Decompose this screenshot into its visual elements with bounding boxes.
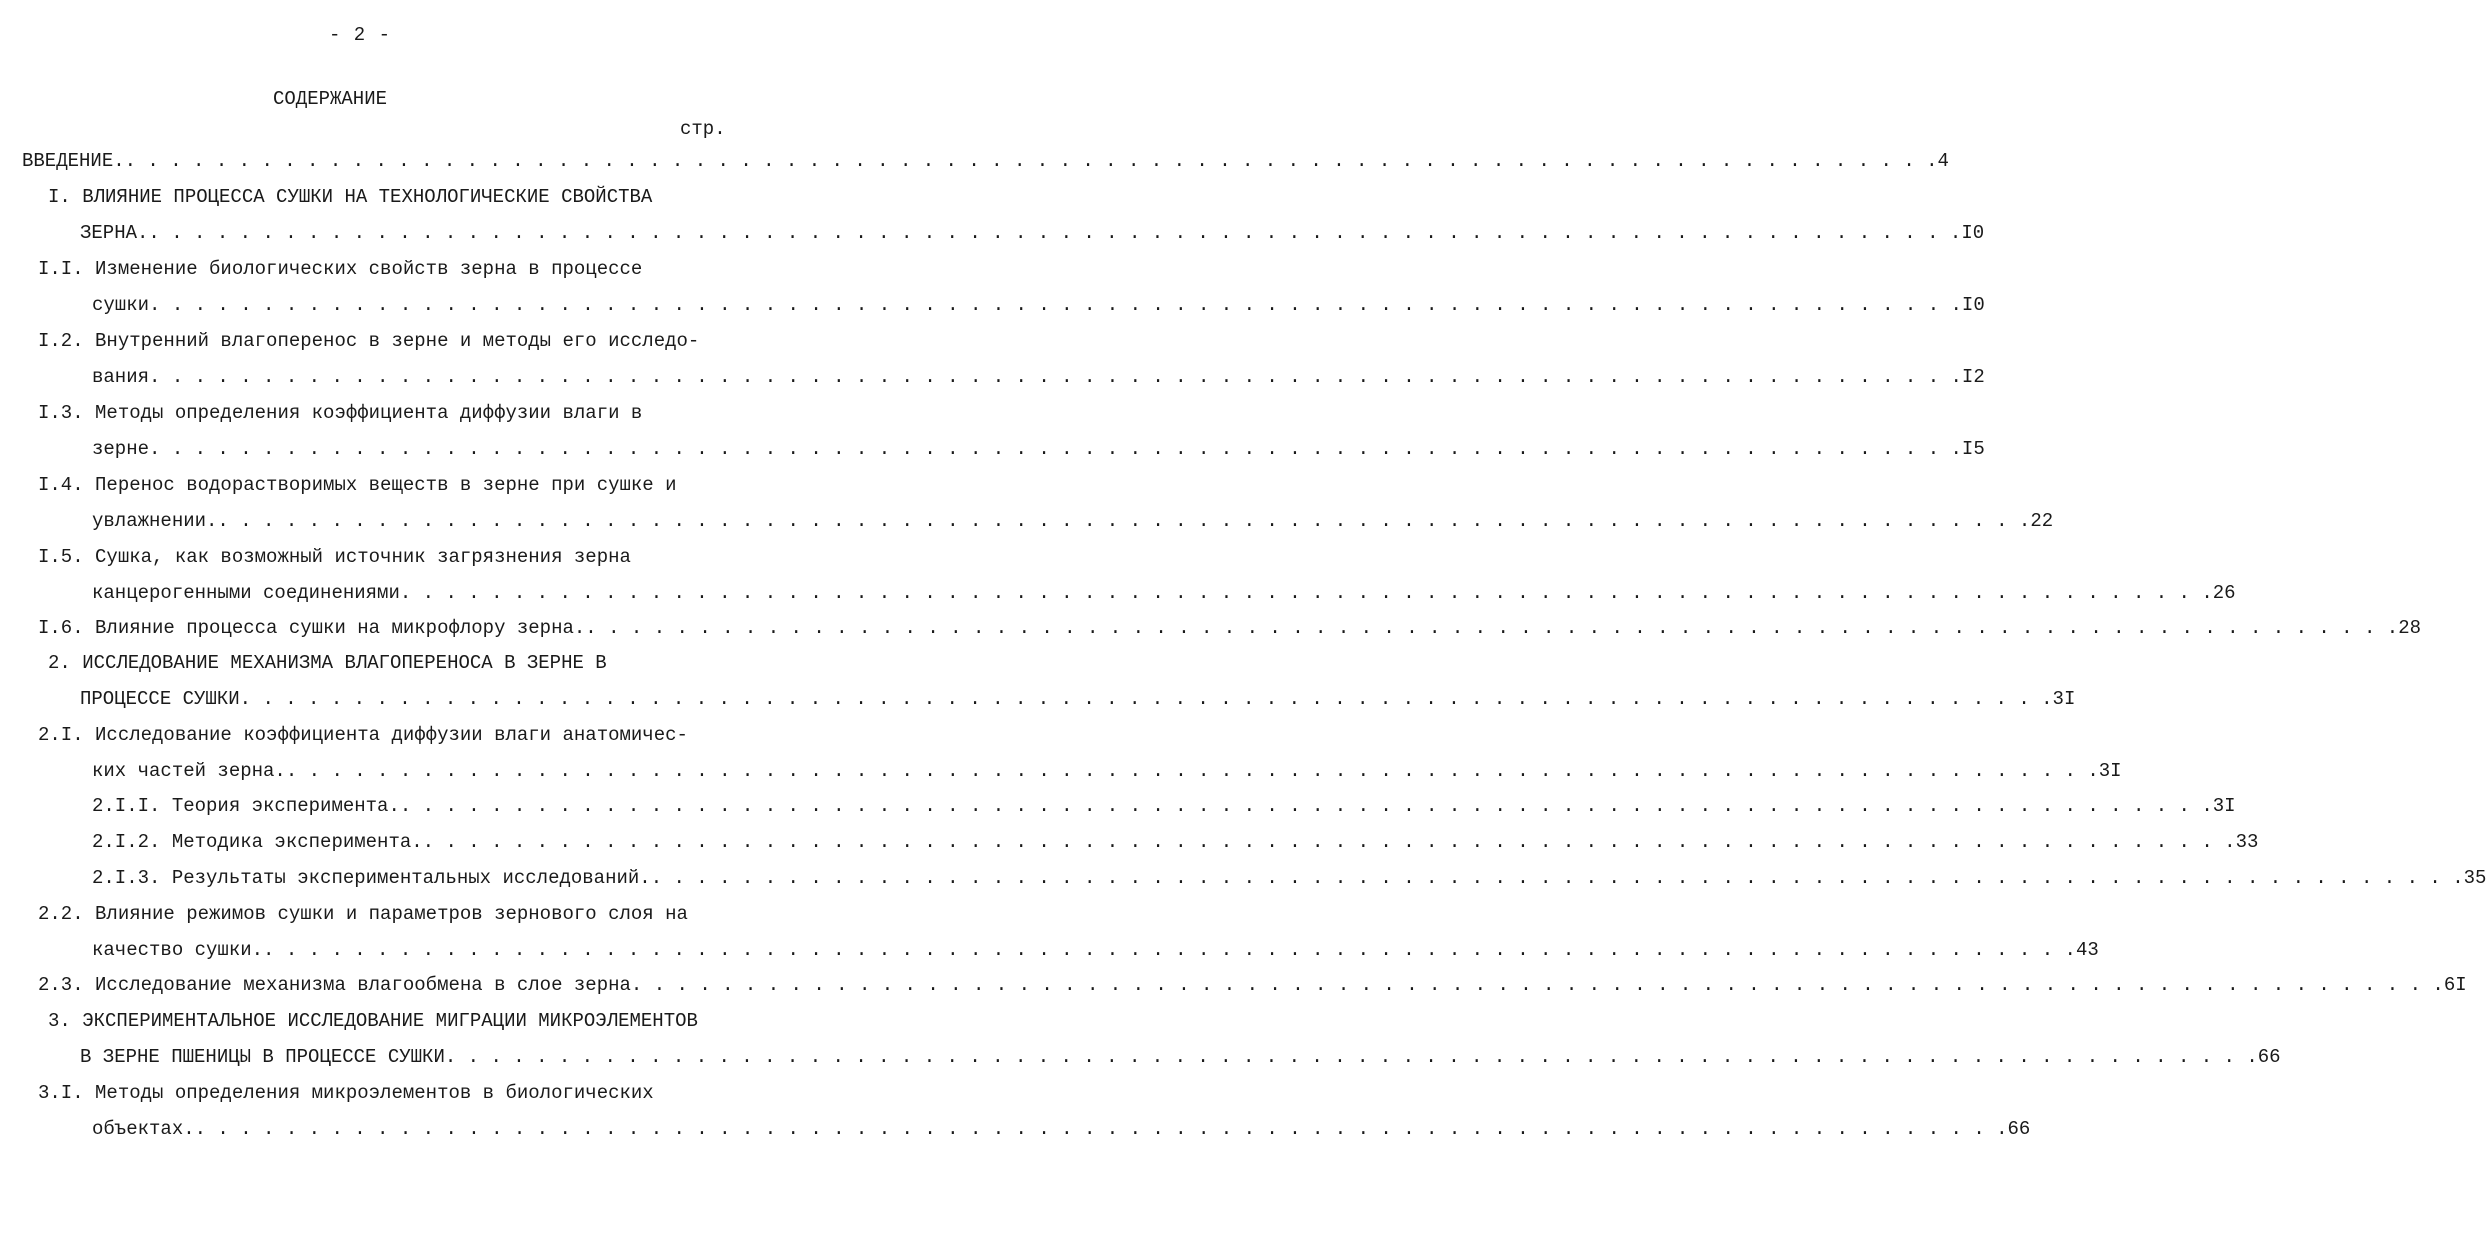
- toc-entry-text: объектах.: [92, 1118, 195, 1140]
- toc-entry-line: [92, 438, 1985, 460]
- toc-entry-line: [92, 867, 2486, 889]
- toc-entry-line: [92, 939, 2099, 961]
- toc-page-number: 35: [2463, 867, 2486, 889]
- dot-leader: . . . . . . . . . . . . . . . . . . . . . . . . . . . . . . . . . . . . . . . . . . . . . . . . . . . . . . . . . . . . . . . . . . . . . . . . . . . . . . . .: [124, 150, 1938, 172]
- toc-page-number: I0: [1961, 222, 1985, 244]
- toc-entry-line: [38, 330, 699, 352]
- dot-leader: . . . . . . . . . . . . . . . . . . . . . . . . . . . . . . . . . . . . . . . . . . . . . . . . . . . . . . . . . . . . . . . . . . . . . . . . . . . . . . . .: [650, 867, 2464, 889]
- dot-leader: . . . . . . . . . . . . . . . . . . . . . . . . . . . . . . . . . . . . . . . . . . . . . . . . . . . . . . . . . . . . . . . . . . . . . . . . . . . . . . . .: [399, 795, 2213, 817]
- dot-leader: . . . . . . . . . . . . . . . . . . . . . . . . . . . . . . . . . . . . . . . . . . . . . . . . . . . . . . . . . . . . . . . . . . . . . . . . . . . . . . . .: [422, 831, 2236, 853]
- toc-entry-text: ких частей зерна.: [92, 760, 286, 782]
- toc-entry-line: [92, 510, 2054, 532]
- toc-entry-line: [92, 760, 2122, 782]
- dot-leader: . . . . . . . . . . . . . . . . . . . . . . . . . . . . . . . . . . . . . . . . . . . . . . . . . . . . . . . . . . . . . . . . . . . . . . . . . . . . . . . .: [444, 1046, 2258, 1068]
- toc-page-number: 22: [2030, 510, 2054, 532]
- toc-entry-line: [38, 617, 2422, 639]
- toc-page-number: 43: [2075, 939, 2099, 961]
- toc-page-number: 6I: [2443, 974, 2467, 996]
- toc-entry-text: ЗЕРНА.: [80, 222, 149, 244]
- toc-entry-text: сушки: [92, 294, 150, 316]
- toc-page-number: I2: [1961, 366, 1985, 388]
- toc-entry-text: I.5. Сушка, как возможный источник загрязнения зерна: [38, 546, 631, 568]
- toc-entry-text: 2.I.3. Результаты экспериментальных исследований.: [92, 867, 651, 889]
- toc-entry-line: [38, 1082, 654, 1104]
- toc-entry-text: 2.I. Исследование коэффициента диффузии влаги анатомичес-: [38, 724, 688, 746]
- toc-page-number: 66: [2257, 1046, 2281, 1068]
- toc-entry-line: [48, 652, 607, 674]
- toc-page-number: 3I: [2212, 795, 2236, 817]
- dot-leader: . . . . . . . . . . . . . . . . . . . . . . . . . . . . . . . . . . . . . . . . . . . . . . . . . . . . . . . . . . . . . . . . . . . . . . . . . . . . . . . .: [630, 974, 2444, 996]
- toc-entry-text: ПРОЦЕССЕ СУШКИ: [80, 688, 240, 710]
- toc-page-number: I0: [1961, 294, 1985, 316]
- toc-entry-line: [80, 222, 1985, 244]
- toc-entry-text: вания: [92, 366, 150, 388]
- toc-entry-text: зерне: [92, 438, 150, 460]
- toc-page-number: 4: [1937, 150, 1949, 172]
- toc-entry-line: [80, 688, 2076, 710]
- toc-entry-text: I.2. Внутренний влагоперенос в зерне и методы его исследо-: [38, 330, 700, 352]
- toc-entry-line: [48, 186, 652, 208]
- toc-entry-text: увлажнении.: [92, 510, 218, 532]
- toc-title: СОДЕРЖАНИЕ: [272, 88, 388, 110]
- toc-entry-text: 2.I.I. Теория эксперимента.: [92, 795, 400, 817]
- dot-leader: . . . . . . . . . . . . . . . . . . . . . . . . . . . . . . . . . . . . . . . . . . . . . . . . . . . . . . . . . . . . . . . . . . . . . . . . . . . . . . . .: [285, 760, 2099, 782]
- toc-entry-text: качество сушки.: [92, 939, 264, 961]
- toc-entry-text: 2.2. Влияние режимов сушки и параметров зернового слоя на: [38, 903, 688, 925]
- toc-entry-line: [92, 294, 1985, 316]
- toc-entry-line: [38, 258, 642, 280]
- dot-leader: . . . . . . . . . . . . . . . . . . . . . . . . . . . . . . . . . . . . . . . . . . . . . . . . . . . . . . . . . . . . . . . . . . . . . . . . . . . . . . . .: [149, 294, 1962, 316]
- toc-entry-text: В ЗЕРНЕ ПШЕНИЦЫ В ПРОЦЕССЕ СУШКИ: [80, 1046, 445, 1068]
- toc-entry-line: [38, 402, 642, 424]
- dot-leader: . . . . . . . . . . . . . . . . . . . . . . . . . . . . . . . . . . . . . . . . . . . . . . . . . . . . . . . . . . . . . . . . . . . . . . . . . . . . . . . .: [149, 366, 1962, 388]
- toc-entry-line: [92, 366, 1985, 388]
- dot-leader: . . . . . . . . . . . . . . . . . . . . . . . . . . . . . . . . . . . . . . . . . . . . . . . . . . . . . . . . . . . . . . . . . . . . . . . . . . . . . . . .: [149, 438, 1962, 460]
- toc-entry-line: [92, 582, 2236, 604]
- toc-entry-line: [38, 474, 677, 496]
- page-column-label: стр.: [680, 118, 726, 140]
- toc-entry-line: [38, 903, 688, 925]
- toc-entry-line: [92, 1118, 2031, 1140]
- toc-entry-text: 2.3. Исследование механизма влагообмена в слое зерна: [38, 974, 631, 996]
- toc-page-number: 3I: [2052, 688, 2076, 710]
- toc-page-number: 28: [2398, 617, 2422, 639]
- toc-entry-text: I.4. Перенос водорастворимых веществ в зерне при сушке и: [38, 474, 677, 496]
- toc-page-number: 26: [2212, 582, 2236, 604]
- toc-entry-text: I.I. Изменение биологических свойств зерна в процессе: [38, 258, 643, 280]
- dot-leader: . . . . . . . . . . . . . . . . . . . . . . . . . . . . . . . . . . . . . . . . . . . . . . . . . . . . . . . . . . . . . . . . . . . . . . . . . . . . . . . .: [399, 582, 2213, 604]
- dot-leader: . . . . . . . . . . . . . . . . . . . . . . . . . . . . . . . . . . . . . . . . . . . . . . . . . . . . . . . . . . . . . . . . . . . . . . . . . . . . . . . .: [148, 222, 1962, 244]
- dot-leader: . . . . . . . . . . . . . . . . . . . . . . . . . . . . . . . . . . . . . . . . . . . . . . . . . . . . . . . . . . . . . . . . . . . . . . . . . . . . . . . .: [585, 617, 2399, 639]
- dot-leader: . . . . . . . . . . . . . . . . . . . . . . . . . . . . . . . . . . . . . . . . . . . . . . . . . . . . . . . . . . . . . . . . . . . . . . . . . . . . . . . .: [239, 688, 2053, 710]
- toc-entry-text: 3.I. Методы определения микроэлементов в биологических: [38, 1082, 654, 1104]
- toc-entry-line: [92, 831, 2259, 853]
- toc-entry-text: ВВЕДЕНИЕ.: [22, 150, 125, 172]
- toc-entry-text: I.3. Методы определения коэффициента диффузии влаги в: [38, 402, 643, 424]
- toc-entry-line: [92, 795, 2236, 817]
- toc-page-number: 66: [2007, 1118, 2031, 1140]
- toc-entry-text: 3. ЭКСПЕРИМЕНТАЛЬНОЕ ИССЛЕДОВАНИЕ МИГРАЦИИ МИКРОЭЛЕМЕНТОВ: [48, 1010, 698, 1032]
- toc-page-number: 3I: [2098, 760, 2122, 782]
- toc-entry-line: [38, 724, 688, 746]
- toc-entry-line: [38, 974, 2467, 996]
- toc-entry-text: 2. ИССЛЕДОВАНИЕ МЕХАНИЗМА ВЛАГОПЕРЕНОСА В ЗЕРНЕ В: [48, 652, 607, 674]
- toc-entry-text: 2.I.2. Методика эксперимента.: [92, 831, 423, 853]
- toc-entry-line: [48, 1010, 698, 1032]
- toc-entry-line: [22, 150, 1949, 172]
- toc-entry-line: [80, 1046, 2281, 1068]
- toc-entry-text: I.6. Влияние процесса сушки на микрофлору зерна.: [38, 617, 586, 639]
- page-number: - 2 -: [328, 24, 391, 46]
- dot-leader: . . . . . . . . . . . . . . . . . . . . . . . . . . . . . . . . . . . . . . . . . . . . . . . . . . . . . . . . . . . . . . . . . . . . . . . . . . . . . . . .: [194, 1118, 2008, 1140]
- dot-leader: . . . . . . . . . . . . . . . . . . . . . . . . . . . . . . . . . . . . . . . . . . . . . . . . . . . . . . . . . . . . . . . . . . . . . . . . . . . . . . . .: [217, 510, 2031, 532]
- dot-leader: . . . . . . . . . . . . . . . . . . . . . . . . . . . . . . . . . . . . . . . . . . . . . . . . . . . . . . . . . . . . . . . . . . . . . . . . . . . . . . . .: [263, 939, 2076, 961]
- toc-page-number: 33: [2235, 831, 2259, 853]
- toc-page-number: I5: [1961, 438, 1985, 460]
- toc-entry-text: I. ВЛИЯНИЕ ПРОЦЕССА СУШКИ НА ТЕХНОЛОГИЧЕСКИЕ СВОЙСТВА: [48, 186, 653, 208]
- toc-entry-text: канцерогенными соединениями: [92, 582, 400, 604]
- toc-entry-line: [38, 546, 631, 568]
